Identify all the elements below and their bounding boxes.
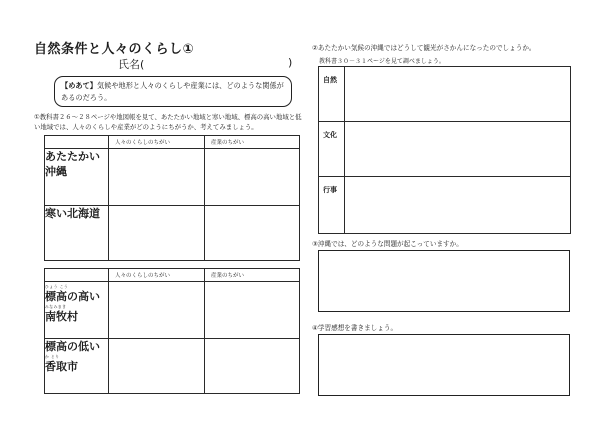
row-label-culture: 文化 <box>319 122 345 177</box>
row-label-okinawa: あたたかい 沖縄 <box>45 149 109 206</box>
cell-katori-industry[interactable] <box>205 339 300 394</box>
name-label: 氏名( <box>118 58 145 71</box>
cell-minamimaki-industry[interactable] <box>205 282 300 339</box>
cell-minamimaki-life[interactable] <box>109 282 205 339</box>
row-label-katori: 標高の低い か とり 香取市 <box>45 339 109 394</box>
question-4: ④学習感想を書きましょう。 <box>312 324 398 332</box>
answer-box-reflection[interactable] <box>318 334 570 396</box>
cell-nature[interactable] <box>345 67 571 122</box>
row-label-events: 行事 <box>319 177 345 234</box>
worksheet-title: 自然条件と人々のくらし① <box>34 42 195 57</box>
climate-table <box>44 135 300 261</box>
row-label-nature: 自然 <box>319 67 345 122</box>
header-industry-2: 産業のちがい <box>205 269 300 282</box>
cell-katori-life[interactable] <box>109 339 205 394</box>
header-life-2: 人々のくらしのちがい <box>109 269 205 282</box>
altitude-table <box>44 268 300 394</box>
goal-label: 【めあて】 <box>61 81 97 90</box>
answer-box-problems[interactable] <box>318 250 570 312</box>
header-corner-2 <box>45 269 109 282</box>
cell-okinawa-life[interactable] <box>109 149 205 206</box>
goal-box <box>54 76 292 107</box>
header-corner <box>45 136 109 149</box>
cell-events[interactable] <box>345 177 571 234</box>
header-life: 人々のくらしのちがい <box>109 136 205 149</box>
tourism-table <box>318 66 571 234</box>
cell-okinawa-industry[interactable] <box>205 149 300 206</box>
cell-hokkaido-life[interactable] <box>109 206 205 261</box>
header-industry: 産業のちがい <box>205 136 300 149</box>
question-1: ①教科書２６～２８ページや地図帳を見て、あたたかい地域と寒い地域、標高の高い地域と低い地域では、人々のくらしや産業がどのようにちがうか、考えてみましょう。 <box>34 113 302 131</box>
cell-culture[interactable] <box>345 122 571 177</box>
row-label-hokkaido: 寒い北海道 <box>45 206 109 261</box>
question-2-sub: 教科書３０－３１ページを見て調べましょう。 <box>319 58 445 65</box>
name-close-paren: ) <box>288 56 293 69</box>
cell-hokkaido-industry[interactable] <box>205 206 300 261</box>
question-2: ②あたたかい気候の沖縄ではどうして観光がさかんになったのでしょうか。 <box>312 44 536 52</box>
goal-text: 気候や地形と人々のくらしや産業には、どのような関係があるのだろう。 <box>61 81 284 102</box>
row-label-minamimaki: ひょう こう 標高の高い みなみまき 南牧村 <box>45 282 109 339</box>
question-3: ③沖縄では、どのような問題が起こっていますか。 <box>312 240 463 248</box>
